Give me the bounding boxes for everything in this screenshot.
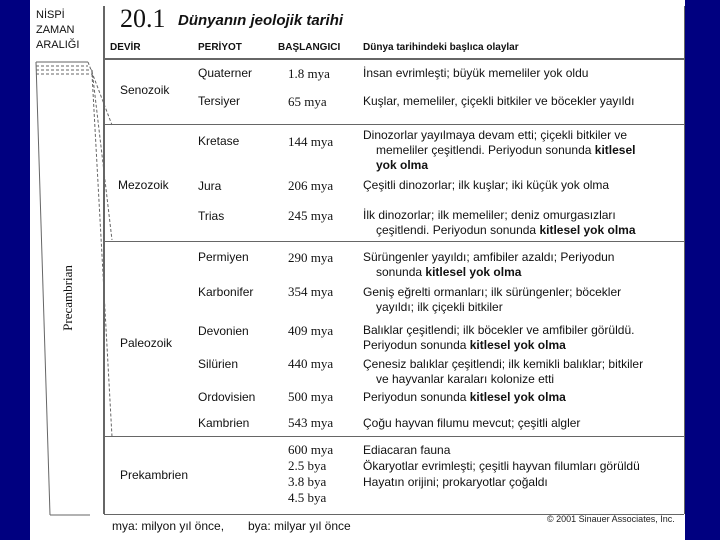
period-start: 500 mya xyxy=(288,389,334,404)
period-events-cont: Periyodun sonunda kitlesel yok olma xyxy=(363,338,566,352)
table-frame-left xyxy=(103,6,105,514)
period-events: İlk dinozorlar; ilk memeliler; deniz omurgasızları xyxy=(363,208,616,222)
period-events: Balıklar çeşitlendi; ilk böcekler ve amfibiler görüldü. xyxy=(363,323,635,337)
period-events: Çenesiz balıklar çeşitlendi; ilk kemikli balıklar; bitkiler xyxy=(363,357,644,371)
period-name: Permiyen xyxy=(198,250,249,264)
period-start: 245 mya xyxy=(288,208,334,223)
period-name: Jura xyxy=(198,179,222,193)
mass-extinction-label: yok olma xyxy=(376,158,429,172)
figure-sheet xyxy=(30,0,685,540)
era-paleozoic: Paleozoik xyxy=(120,336,173,350)
period-start: 409 mya xyxy=(288,323,334,338)
era-cenozoic: Senozoik xyxy=(120,83,170,97)
period-name: Trias xyxy=(198,209,225,223)
period-events: Periyodun sonunda kitlesel yok olma xyxy=(363,390,566,404)
era-precambrian: Prekambrien xyxy=(120,468,189,482)
period-events: Çoğu hayvan filumu mevcut; çeşitli algler xyxy=(363,416,581,430)
period-events-cont: sonunda kitlesel yok olma xyxy=(376,265,522,279)
precambrian-start: 4.5 bya xyxy=(288,490,327,505)
column-header-era: DEVİR xyxy=(110,42,141,53)
period-events: Sürüngenler yayıldı; amfibiler azaldı; Periyodun xyxy=(363,250,615,264)
period-start: 1.8 mya xyxy=(288,66,330,81)
header-rule xyxy=(104,58,684,60)
period-name: Kretase xyxy=(198,134,240,148)
relative-time-label: NİSPİ ZAMAN ARALIĞI xyxy=(36,9,80,51)
period-events: Kuşlar, memeliler, çiçekli bitkiler ve böcekler yayıldı xyxy=(363,94,635,108)
precambrian-start: 2.5 bya xyxy=(288,458,327,473)
figure-number: 20.1 xyxy=(120,4,166,33)
period-events: Geniş eğrelti ormanları; ilk sürüngenler; böcekler xyxy=(363,285,622,299)
era-divider xyxy=(104,436,684,437)
period-events: Çeşitli dinozorlar; ilk kuşlar; iki küçük yok olma xyxy=(363,178,610,192)
table-frame-right xyxy=(684,6,685,514)
precambrian-event: Ediacaran fauna xyxy=(363,443,451,457)
era-divider xyxy=(104,241,684,242)
period-events-cont: yayıldı; ilk çiçekli bitkiler xyxy=(376,300,503,314)
period-start: 290 mya xyxy=(288,250,334,265)
precambrian-event: Ökaryotlar evrimleşti; çeşitli hayvan filumları görüldü xyxy=(363,459,640,473)
period-start: 354 mya xyxy=(288,284,334,299)
period-name: Karbonifer xyxy=(198,285,254,299)
column-header-period: PERİYOT xyxy=(198,42,242,53)
period-start: 144 mya xyxy=(288,134,334,149)
period-start: 543 mya xyxy=(288,415,334,430)
era-mesozoic: Mezozoik xyxy=(118,178,169,192)
bya-note: bya: milyar yıl önce xyxy=(248,519,351,533)
period-name: Quaterner xyxy=(198,66,253,80)
column-header-start: BAŞLANGICI xyxy=(278,42,341,53)
precambrian-start: 3.8 bya xyxy=(288,474,327,489)
period-name: Tersiyer xyxy=(198,94,241,108)
precambrian-start: 600 mya xyxy=(288,442,334,457)
period-name: Kambrien xyxy=(198,416,250,430)
period-events: Dinozorlar yayılmaya devam etti; çiçekli bitkiler ve xyxy=(363,128,628,142)
period-start: 206 mya xyxy=(288,178,334,193)
era-divider xyxy=(104,124,684,125)
period-events-cont: çeşitlendi. Periyodun sonunda kitlesel yok olma xyxy=(376,223,636,237)
column-header-events: Dünya tarihindeki başlıca olaylar xyxy=(363,42,519,53)
mya-note: mya: milyon yıl önce, xyxy=(112,519,225,533)
period-name: Devonien xyxy=(198,324,249,338)
period-events: İnsan evrimleşti; büyük memeliler yok oldu xyxy=(363,66,589,80)
figure-title: Dünyanın jeolojik tarihi xyxy=(178,12,344,29)
period-start: 440 mya xyxy=(288,356,334,371)
period-name: Ordovisien xyxy=(198,390,256,404)
period-events-cont: memeliler çeşitlendi. Periyodun sonunda kitlesel xyxy=(376,143,636,157)
period-name: Silürien xyxy=(198,357,239,371)
precambrian-label: Precambrian xyxy=(60,265,75,331)
period-events-cont: ve hayvanlar karaları kolonize etti xyxy=(376,372,555,386)
period-start: 65 mya xyxy=(288,94,327,109)
precambrian-event: Hayatın orijini; prokaryotlar çoğaldı xyxy=(363,475,548,489)
copyright: © 2001 Sinauer Associates, Inc. xyxy=(547,514,675,524)
